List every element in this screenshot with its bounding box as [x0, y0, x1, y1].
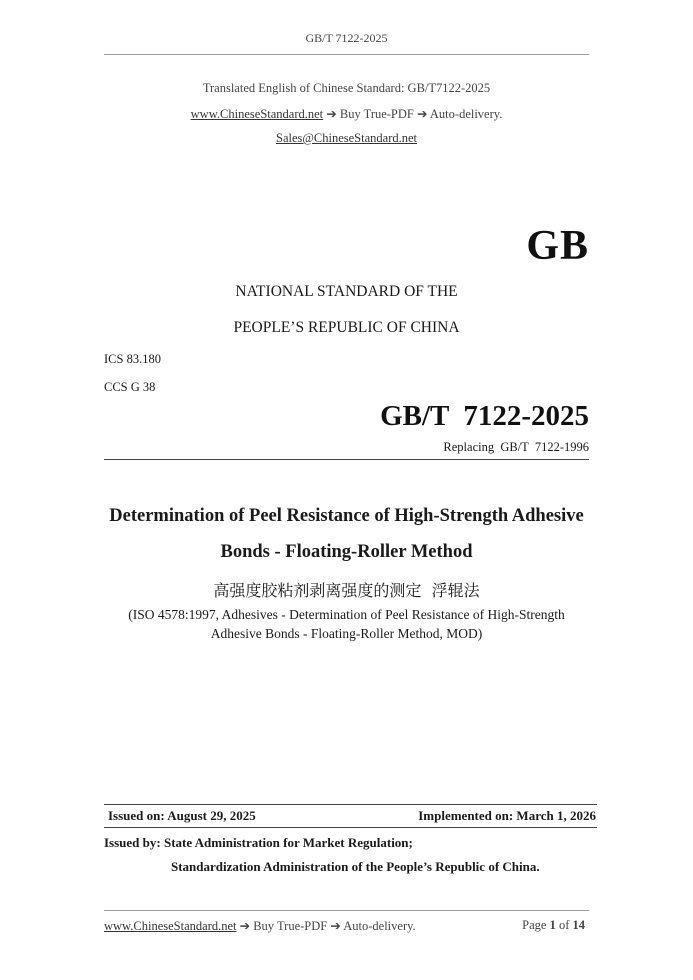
ccs-code: CCS G 38 — [104, 380, 156, 394]
dates-top-rule — [104, 804, 597, 805]
number-divider — [104, 459, 589, 460]
issued-on-date: Issued on: August 29, 2025 — [108, 808, 256, 823]
dates-bottom-rule — [104, 827, 597, 828]
footer-site-link[interactable]: www.ChineseStandard.net — [104, 919, 237, 933]
footer-links — [104, 918, 416, 934]
promo-buy-text: ➔ Buy True-PDF ➔ Auto-delivery. — [323, 107, 503, 121]
page-of: of — [555, 918, 573, 932]
header-divider — [104, 54, 589, 55]
issued-by-line1: Issued by: State Administration for Market Regulation; — [104, 835, 413, 850]
ics-code: ICS 83.180 — [104, 352, 161, 366]
chinese-title: 高强度胶粘剂剥离强度的测定 浮辊法 — [213, 581, 480, 600]
promo-links — [0, 106, 693, 122]
national-standard-line1: NATIONAL STANDARD OF THE — [235, 283, 458, 300]
footer-buy-text: ➔ Buy True-PDF ➔ Auto-delivery. — [236, 919, 416, 933]
promo-email-row — [0, 131, 693, 146]
running-header: GB/T 7122-2025 — [305, 31, 388, 45]
implemented-on-date: Implemented on: March 1, 2026 — [418, 808, 596, 823]
page-prefix: Page — [522, 918, 550, 932]
replacing-note: Replacing GB/T 7122-1996 — [443, 440, 589, 454]
document-title-line1: Determination of Peel Resistance of High-Strength Adhesive — [109, 506, 584, 526]
iso-reference-line1: (ISO 4578:1997, Adhesives - Determination of Peel Resistance of High-Strength — [128, 607, 565, 622]
gb-logo: GB — [526, 223, 589, 269]
sales-email-link[interactable]: Sales@ChineseStandard.net — [276, 131, 417, 145]
page-indicator — [522, 918, 585, 933]
issued-by-line2: Standardization Administration of the People’s Republic of China. — [171, 859, 540, 874]
site-link[interactable]: www.ChineseStandard.net — [190, 107, 324, 121]
page-total: 14 — [572, 918, 585, 932]
standard-number: GB/T 7122-2025 — [380, 400, 589, 432]
promo-line: Translated English of Chinese Standard: GB/T7122-2025 — [202, 81, 491, 95]
footer-divider — [104, 910, 589, 911]
national-standard-line2: PEOPLE’S REPUBLIC OF CHINA — [233, 319, 460, 336]
document-title-line2: Bonds - Floating-Roller Method — [220, 542, 473, 562]
page-number: 1 — [549, 918, 556, 932]
iso-reference-line2: Adhesive Bonds - Floating-Roller Method, MOD) — [210, 626, 483, 641]
